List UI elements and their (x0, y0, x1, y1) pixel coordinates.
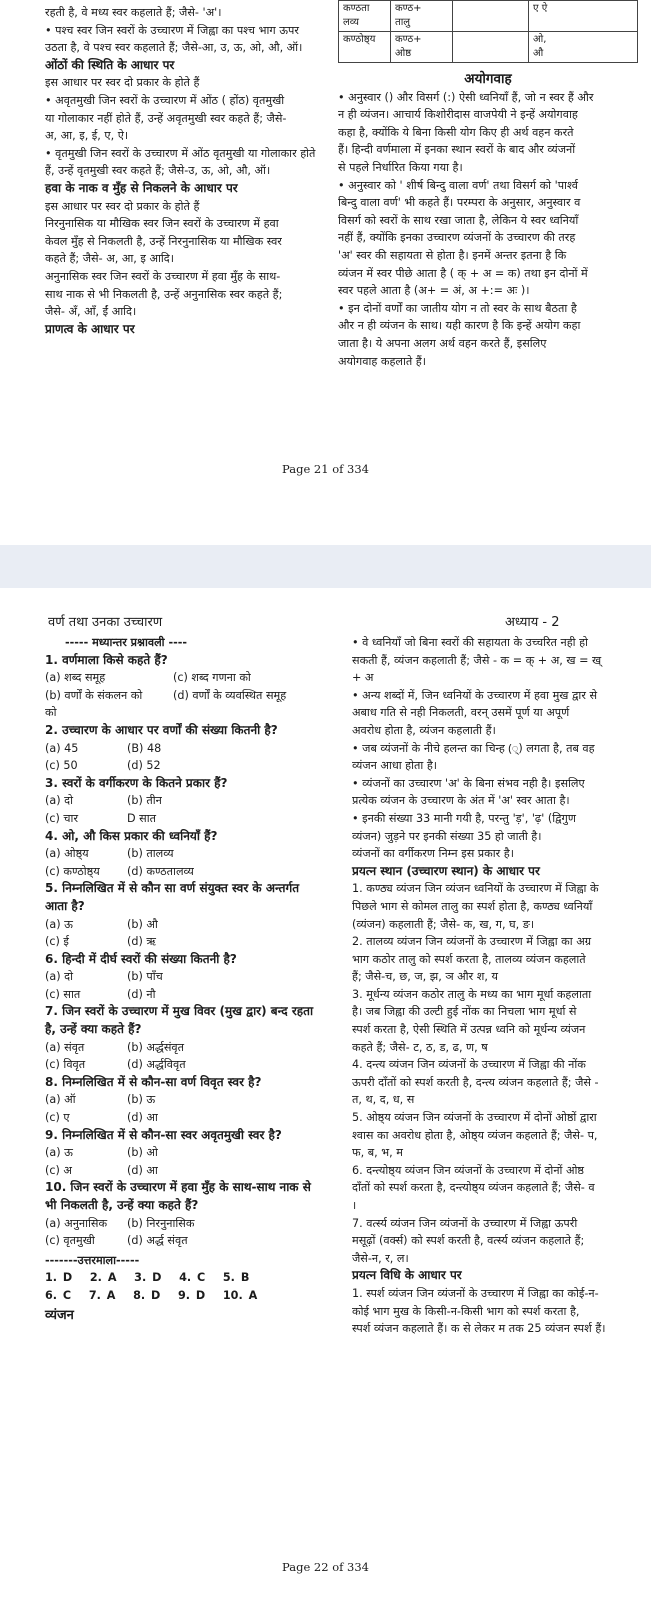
option: (a) ऊ (45, 917, 73, 931)
text-line: • इनकी संख्या 33 मानी गयी है, परन्तु 'ड़', 'ढ़' (द्विगुण (352, 811, 576, 825)
text-line: अयोगवाह कहलाते हैं। (338, 354, 426, 368)
text-line: कहते हैं; जैसे- अ, आ, इ आदि। (45, 252, 174, 266)
question-text: 5. निम्नलिखित में से कौन सा वर्ण संयुक्त स्वर के अन्तर्गत (45, 881, 300, 896)
text-line: न ही व्यंजन। आचार्य किशोरीदास वाजपेयी ने इन्हें अयोगवाह (338, 108, 578, 122)
table-cell: कण्ठोष्ठ्य (339, 32, 391, 63)
question-text: है, उन्हें क्या कहते हैं? (45, 1022, 142, 1037)
text-line: पिछले भाग से कोमल तालु का स्पर्श होता है, कण्ठ्य ध्वनियाँ (352, 899, 593, 913)
quiz-question (45, 880, 335, 950)
quiz-question (45, 1074, 335, 1127)
page-21-right-column (338, 0, 638, 370)
text-line: स्पर्श व्यंजन कहलाते हैं। क से लेकर म तक 25 व्यंजन स्पर्श हैं। (352, 1322, 606, 1336)
option-row (45, 1109, 335, 1127)
page-21 (0, 0, 651, 545)
page-21-footer: Page 21 of 334 (282, 462, 369, 476)
question-text: 6. हिन्दी में दीर्घ स्वरों की संख्या कितनी है? (45, 951, 237, 966)
quiz-question (45, 1003, 335, 1073)
text-line: अवरोध होता है, व्यंजन कहलाती हैं। (352, 723, 496, 737)
text-line: ऊपरी दाँतों को स्पर्श करती है, दन्त्य व्यंजन कहलाते हैं; जैसे - (352, 1075, 599, 1089)
option: (c) वृतमुखी (45, 1234, 95, 1248)
question-text: आता है? (45, 898, 85, 913)
option: (b) वर्णों के संकलन को (45, 688, 143, 702)
option: (d) अर्द्धविवृत (127, 1058, 186, 1072)
option-row (45, 810, 335, 828)
text-line: दाँतों को स्पर्श करता है, दन्त्योष्ठ्य व्यंजन कहलाते हैं; जैसे- व (352, 1181, 595, 1195)
page-separator (0, 545, 651, 588)
chapter-number: अध्याय - 2 (505, 615, 560, 630)
quiz-question (45, 1127, 335, 1180)
option-row (45, 687, 335, 705)
text-line: जैसे- अँ, आँ, ईं आदि। (45, 305, 137, 319)
text-line: भाग कठोर तालु को स्पर्श करता है, तालव्य व्यंजन कहलाते (352, 952, 586, 966)
option-row (45, 916, 335, 934)
quiz-question (45, 652, 335, 722)
text-line: जाता है। ये अपना अलग अर्थ वहन करते हैं, इसलिए (338, 336, 547, 350)
text-line: व्यंजन) जुड़ने पर इनकी संख्या 35 हो जाती है। (352, 829, 542, 843)
option: (a) ऊ (45, 1146, 73, 1160)
option: (a) दो (45, 970, 73, 984)
option: (d) आ (127, 1163, 158, 1177)
text-line: • अवृतमुखी जिन स्वरों के उच्चारण में ओंठ ( होंठ) वृतमुखी (45, 93, 285, 107)
text-line: 2. तालव्य व्यंजन जिन व्यंजनों के उच्चारण में जिह्वा का अग्र (352, 935, 592, 949)
option-row (45, 1144, 335, 1162)
text-line: मसूढ़ों (वर्क्स) को स्पर्श करती है, वर्त्स्य व्यंजन कहलाते हैं; (352, 1234, 585, 1248)
option-row (45, 986, 335, 1004)
option: (d) कण्ठतालव्य (127, 864, 194, 878)
option-row (45, 669, 335, 687)
option: (b) औ (127, 917, 158, 931)
answer-key (45, 1269, 335, 1304)
quiz-question (45, 722, 335, 775)
page-21-left-column (45, 4, 335, 338)
option: (a) ऑ (45, 1093, 76, 1107)
answer-line: 6. C 7. A 8. D 9. D 10. A (45, 1288, 258, 1302)
option-row (45, 1039, 335, 1057)
text-line: • अन्य शब्दों में, जिन ध्वनियों के उच्चारण में हवा मुख द्वार से (352, 688, 598, 702)
option: (c) कण्ठोष्ठ्य (45, 864, 100, 878)
option-row (45, 740, 335, 758)
question-text: 8. निम्नलिखित में से कौन-सा वर्ण विवृत स्वर है? (45, 1074, 262, 1089)
text-line: है। जब जिह्वा की उल्टी हुई नोंक का निचला भाग मूर्धा से (352, 1005, 577, 1019)
text-line: • व्यंजनों का उच्चारण 'अ' के बिना संभव नही है। इसलिए (352, 776, 585, 790)
text-line: त, थ, द, ध, स (352, 1093, 415, 1107)
quiz-questions (45, 652, 335, 1250)
text-line: 1. कण्ठ्य व्यंजन जिन व्यंजन ध्वनियों के उच्चारण में जिह्वा के (352, 882, 599, 896)
text-line: हैं, उन्हें वृतमुखी स्वर कहते हैं; जैसे-उ, ऊ, ओ, औ, ऑ। (45, 164, 271, 178)
text-line: कोई भाग मुख के किसी-न-किसी भाग को स्पर्श करता है, (352, 1304, 580, 1318)
option: (a) 45 (45, 741, 79, 755)
text-line: और न ही व्यंजन के साथ। यही कारण है कि इन्हें अयोग कहा (338, 319, 581, 333)
text-line: विसर्ग को स्वरों के साथ रखा जाता है, लेकिन ये स्वर ध्वनियाँ (338, 213, 579, 227)
table-cell: ओ, औ (529, 32, 638, 63)
ayogvah-heading: अयोगवाह (464, 71, 512, 87)
quiz-question (45, 951, 335, 1004)
ayogvah-text (338, 89, 638, 371)
text-line: बिन्दु वाला वर्ण' भी कहते हैं। परम्परा के अनुसार, अनुस्वार व (338, 196, 581, 210)
option: (a) अनुनासिक (45, 1216, 108, 1230)
option: (d) अर्द्ध संवृत (127, 1234, 188, 1248)
text-line: स्वर पहले आता है (अ+ = अं, अ +:= अः )। (338, 284, 530, 298)
table-cell (453, 32, 529, 63)
text-line: • अनुस्वार को ' शीर्ष बिन्दु वाला वर्ण' तथा विसर्ग को 'पार्श्व (338, 178, 578, 192)
question-text: 2. उच्चारण के आधार पर वर्णों की संख्या कितनी है? (45, 722, 278, 737)
text-line: अ, आ, इ, ई, ए, ऐ। (45, 129, 129, 143)
answer-key-title: -------उत्तरमाला----- (45, 1253, 140, 1267)
text-line: कहा है, क्योंकि ये बिना किसी योग किए ही अर्थ वहन करते (338, 125, 574, 139)
table-cell: कण्ठ+ तालु (391, 1, 453, 32)
option: (a) दो (45, 794, 73, 808)
text-line: (व्यंजन) कहलाती हैं; जैसे- क, ख, ग, घ, ङ। (352, 917, 535, 931)
quiz-title: ----- मध्यान्तर प्रश्नावली ---- (65, 636, 188, 649)
option: (a) संवृत (45, 1040, 85, 1054)
text-line: केवल मुँह से निकलती है, उन्हें निरनुनासिक या मौखिक स्वर (45, 234, 282, 248)
quiz-question (45, 828, 335, 881)
text-line: + अ (352, 671, 374, 685)
question-text: 10. जिन स्वरों के उच्चारण में हवा मुँह के साथ-साथ नाक से (45, 1180, 311, 1195)
option-continuation: को (45, 706, 57, 720)
option: (c) विवृत (45, 1058, 86, 1072)
option-row (45, 968, 335, 986)
text-line: 'अ' स्वर की सहायता से होता है। इनमें अन्तर इतना है कि (338, 248, 567, 262)
vyanjan-heading: व्यंजन (45, 1307, 74, 1323)
page-22 (0, 588, 651, 1600)
question-text: 4. ओ, औ किस प्रकार की ध्वनियाँ हैं? (45, 828, 218, 843)
text-line: अनुनासिक स्वर जिन स्वरों के उच्चारण में हवा मुँह के साथ- (45, 269, 281, 283)
option: (b) ओ (127, 1146, 158, 1160)
text-line: फ, ब, भ, म (352, 1146, 403, 1160)
option: (b) ऊ (127, 1093, 156, 1107)
option: (b) तालव्य (127, 847, 174, 861)
option: D सात (127, 811, 157, 825)
text-line: कहते हैं; जैसे- ट, ठ, ड, ढ, ण, ष (352, 1040, 488, 1054)
option-row (45, 1232, 335, 1250)
option: (d) ऋ (127, 935, 156, 949)
option: (b) अर्द्धसंवृत (127, 1040, 185, 1054)
text-line: निरनुनासिक या मौखिक स्वर जिन स्वरों के उच्चारण में हवा (45, 217, 279, 231)
option: (a) ओष्ठ्य (45, 847, 89, 861)
option: (d) वर्णों के व्यवस्थित समूह (173, 688, 287, 702)
quiz-question (45, 1179, 335, 1249)
text-line: • जब व्यंजनों के नीचे हलन्त का चिन्ह (्) लगता है, तब वह (352, 741, 595, 755)
text-line: हैं। हिन्दी वर्णमाला में इनका स्थान स्वरों के बाद और व्यंजनों (338, 143, 576, 157)
section-heading: प्रयत्न विधि के आधार पर (352, 1268, 462, 1283)
text-line: अबाध गति से नही निकलती, वरन् उसमें पूर्ण या अपूर्ण (352, 706, 570, 720)
text-line: इस आधार पर स्वर दो प्रकार के होते हैं (45, 76, 200, 90)
option: (c) ए (45, 1111, 70, 1125)
option: (d) 52 (127, 759, 161, 773)
page-22-footer: Page 22 of 334 (282, 1560, 369, 1574)
question-text: 9. निम्नलिखित में से कौन-सा स्वर अवृतमुखी स्वर है? (45, 1127, 282, 1142)
option: (B) 48 (127, 741, 162, 755)
option: (b) निरनुनासिक (127, 1216, 195, 1230)
quiz-question (45, 775, 335, 828)
option: (d) आ (127, 1111, 158, 1125)
option-row (45, 1162, 335, 1180)
text-line: स्पर्श करता है, ऐसी स्थिति में उत्पन्न ध्वनि को मूर्धन्य व्यंजन (352, 1023, 586, 1037)
table-cell: कण्ठ+ ओष्ठ (391, 32, 453, 63)
text-line: साथ नाक से भी निकलती है, उन्हें अनुनासिक स्वर कहते हैं; (45, 287, 283, 301)
question-text: 7. जिन स्वरों के उच्चारण में मुख विवर (मुख द्वार) बन्द रहता (45, 1004, 314, 1019)
text-line: या गोलाकार नहीं होते हैं, उन्हें अवृतमुखी स्वर कहते हैं; जैसे- (45, 111, 287, 125)
option: (c) सात (45, 987, 81, 1001)
text-line: सकती हैं, व्यंजन कहलाती हैं; जैसे - क = क् + अ, ख = ख् (352, 653, 602, 667)
table-cell: ए ऐ (529, 1, 638, 32)
option: (b) पाँच (127, 970, 163, 984)
text-line: हैं; जैसे-च, छ, ज, झ, ञ और श, य (352, 970, 498, 984)
text-line: 6. दन्त्योष्ठ्य व्यंजन जिन व्यंजनों के उच्चारण में दोनों ओष्ठ (352, 1163, 585, 1177)
option: (d) नौ (127, 987, 156, 1001)
option: (c) ई (45, 935, 69, 949)
text-line: 7. वर्त्स्य व्यंजन जिन व्यंजनों के उच्चारण में जिह्वा ऊपरी (352, 1216, 578, 1230)
option-row (45, 863, 335, 881)
option-row (45, 845, 335, 863)
text-line: • पश्च स्वर जिन स्वरों के उच्चारण में जिह्वा का पश्च भाग ऊपर (45, 23, 299, 37)
text-line: • इन दोनों वर्णों का जातीय योग न तो स्वर के साथ बैठता है (338, 301, 577, 315)
quiz-column (45, 634, 335, 1324)
text-line: 3. मूर्धन्य व्यंजन कठोर तालु के मध्य का भाग मूर्धा कहलाता (352, 987, 592, 1001)
question-text: भी निकलती है, उन्हें क्या कहते हैं? (45, 1198, 199, 1212)
text-line: श्वास का अवरोध होता है, ओष्ठ्य व्यंजन कहलाते हैं; जैसे- प, (352, 1128, 598, 1142)
option: (c) शब्द गणना को (173, 671, 251, 685)
table-row (339, 1, 638, 32)
text-line: इस आधार पर स्वर दो प्रकार के होते हैं (45, 199, 200, 213)
text-line: प्रत्येक व्यंजन के उच्चारण के अंत में 'अ' स्वर आता है। (352, 794, 570, 808)
text-line: 5. ओष्ठ्य व्यंजन जिन व्यंजनों के उच्चारण में दोनों ओष्ठों द्वारा (352, 1111, 597, 1125)
option-row (45, 1056, 335, 1074)
section-heading: प्रयत्न स्थान (उच्चारण स्थान) के आधार पर (352, 863, 540, 878)
table-cell (453, 1, 529, 32)
option: (a) शब्द समूह (45, 671, 106, 685)
text-line: उठता है, वे पश्च स्वर कहलाते हैं; जैसे-आ, उ, ऊ, ओ, औ, ऑ। (45, 41, 303, 55)
text-line: • वे ध्वनियाँ जो बिना स्वरों की सहायता के उच्चरित नही हो (352, 636, 588, 649)
text-line: • अनुस्वार () और विसर्ग (:) ऐसी ध्वनियाँ हैं, जो न स्वर हैं और (338, 90, 594, 104)
text-line: • वृतमुखी जिन स्वरों के उच्चारण में ओंठ वृतमुखी या गोलाकार होते (45, 146, 316, 160)
option: (c) अ (45, 1163, 72, 1177)
option: (b) तीन (127, 794, 162, 808)
text-line: से पहले निर्धारित किया गया है। (338, 160, 463, 174)
text-line: 1. स्पर्श व्यंजन जिन व्यंजनों के उच्चारण में जिह्वा का कोई-न- (352, 1286, 599, 1300)
option: (c) 50 (45, 759, 78, 773)
option-row (45, 792, 335, 810)
question-text: 1. वर्णमाला किसे कहते हैं? (45, 652, 168, 667)
text-line: जैसे-न, र, ल। (352, 1251, 409, 1265)
option-row (45, 1215, 335, 1233)
text-line: नहीं हैं, क्योंकि इनका उच्चारण व्यंजनों के उच्चारण की तरह (338, 231, 576, 245)
text-line: व्यंजनों का वर्गीकरण निम्न इस प्रकार है। (352, 847, 514, 861)
option-row (45, 933, 335, 951)
question-text: 3. स्वरों के वर्गीकरण के कितने प्रकार हैं? (45, 775, 228, 790)
table-cell: कण्ठता लव्य (339, 1, 391, 32)
text-line: । (352, 1199, 357, 1212)
text-line: व्यंजन में स्वर पीछे आता है ( क् + अ = क) तथा इन दोनों में (338, 266, 588, 280)
option-row (45, 1091, 335, 1109)
section-heading: ओंठों की स्थिति के आधार पर (45, 57, 175, 72)
text-line: 4. दन्त्य व्यंजन जिन व्यंजनों के उच्चारण में जिह्वा की नोंक (352, 1058, 586, 1072)
vowel-articulation-table (338, 0, 638, 63)
section-heading: प्राणत्व के आधार पर (45, 321, 135, 336)
section-heading: हवा के नाक व मुँह से निकलने के आधार पर (45, 180, 238, 195)
text-line: रहती है, वे मध्य स्वर कहलाते हैं; जैसे- 'अ'। (45, 6, 222, 19)
table-row (339, 32, 638, 63)
answer-line: 1. D 2. A 3. D 4. C 5. B (45, 1271, 250, 1285)
option-row (45, 757, 335, 775)
page-22-right-column (352, 634, 642, 1338)
text-line: व्यंजन आधा होता है। (352, 759, 437, 773)
chapter-title: वर्ण तथा उनका उच्चारण (48, 615, 163, 630)
option: (c) चार (45, 811, 79, 825)
